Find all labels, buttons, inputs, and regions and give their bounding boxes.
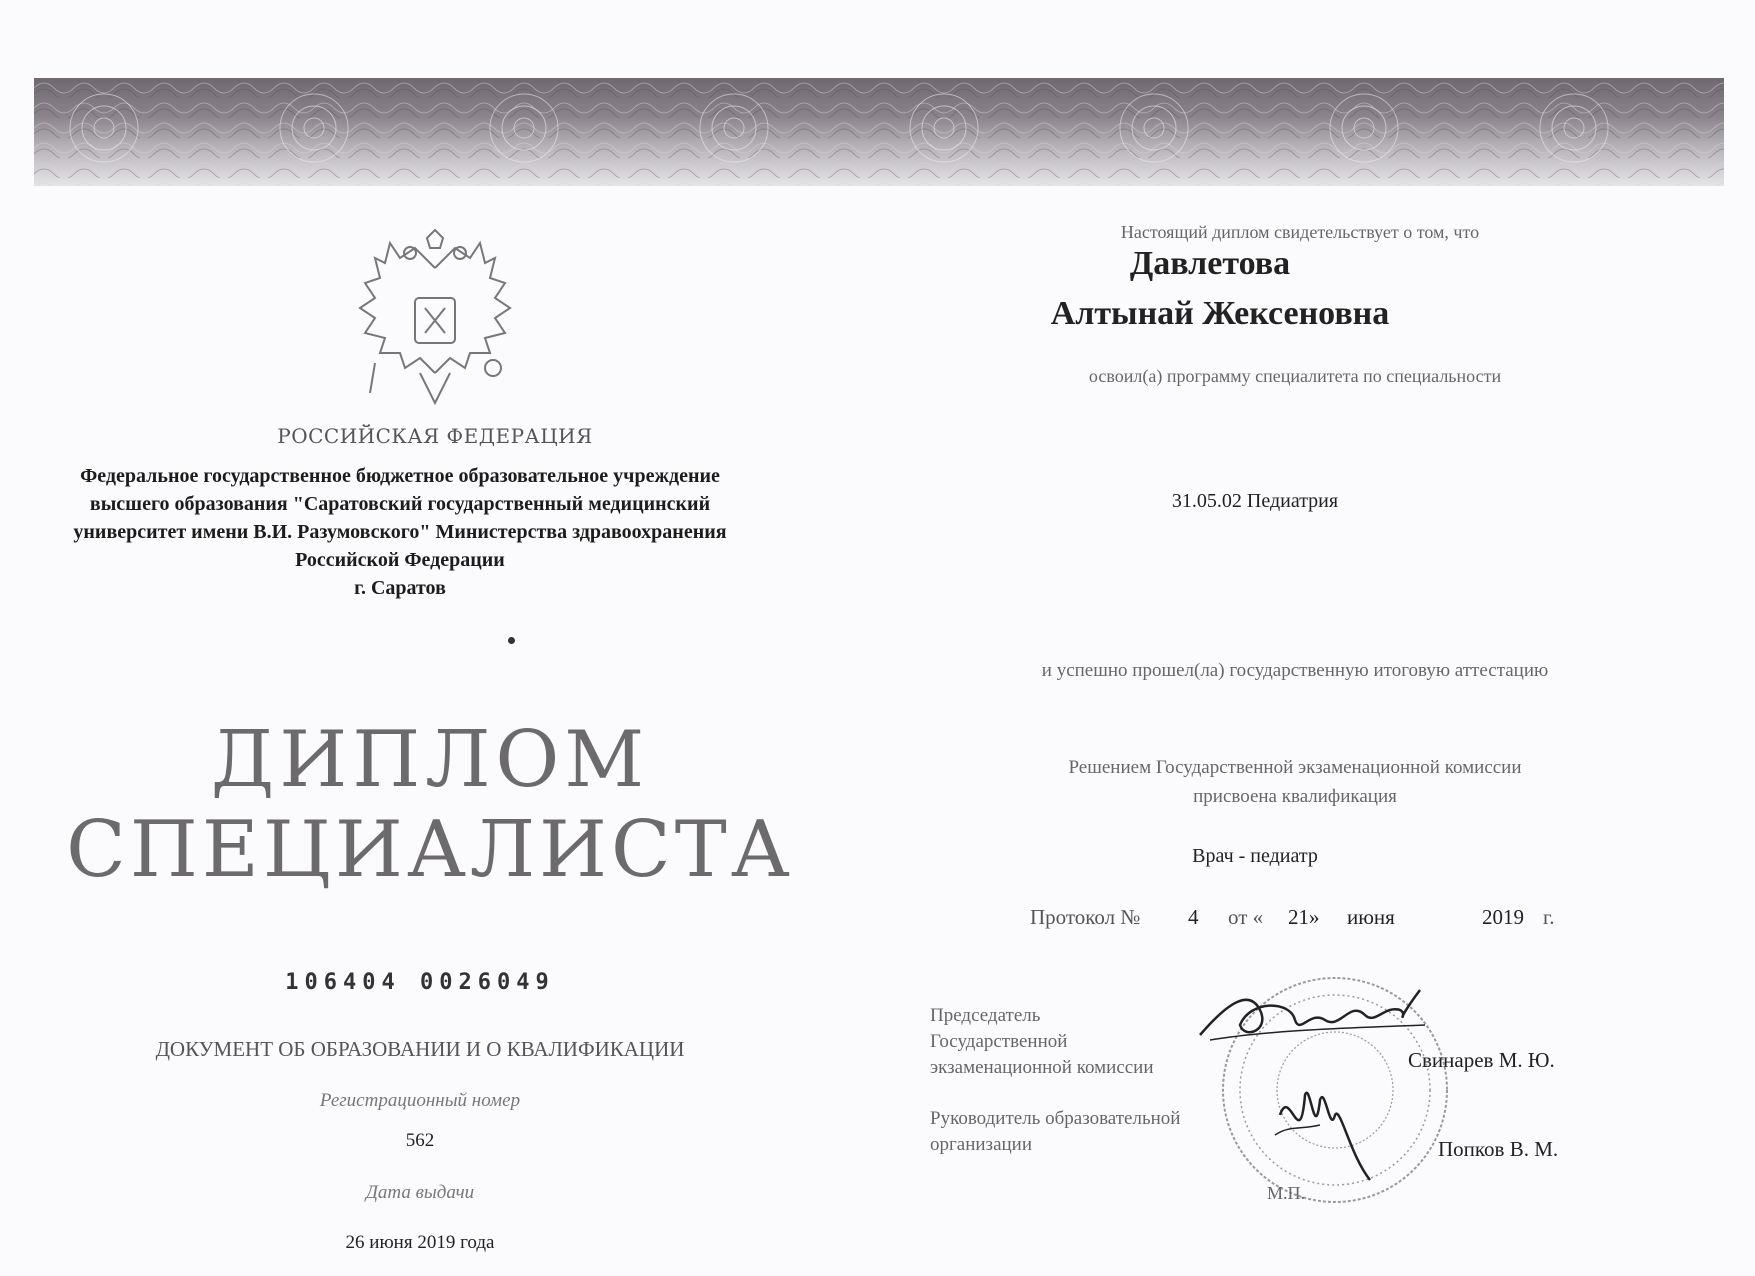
institution-line: высшего образования "Саратовский государственный медицинский (89, 493, 711, 515)
document-type: ДОКУМЕНТ ОБ ОБРАЗОВАНИИ И О КВАЛИФИКАЦИИ (155, 1037, 685, 1061)
guilloche-rosette-pattern (34, 78, 1724, 186)
protocol-number: 4 (1188, 905, 1199, 929)
protocol-month: июня (1347, 905, 1395, 929)
graduate-surname: Давлетова (1129, 245, 1291, 282)
diploma-title-line1: ДИПЛОМ (210, 715, 650, 805)
issue-date-label: Дата выдачи (365, 1182, 475, 1203)
chair-label (930, 1003, 1154, 1081)
double-headed-eagle-coat-of-arms-icon (345, 228, 525, 413)
institution-line: университет имени В.И. Разумовского" Министерства здравоохранения (73, 521, 727, 543)
diploma-title-line2: СПЕЦИАЛИСТА (66, 805, 794, 895)
head-label-line: Руководитель образовательной (930, 1108, 1181, 1129)
issue-date: 26 июня 2019 года (345, 1232, 495, 1253)
specialty: 31.05.02 Педиатрия (1171, 490, 1339, 512)
chair-label-line: Государственной (930, 1031, 1068, 1052)
head-label (930, 1106, 1180, 1158)
stamp-mark: М.П. (1267, 1183, 1306, 1203)
qualification: Врач - педиатр (1192, 845, 1318, 867)
registration-number-label: Регистрационный номер (319, 1090, 521, 1111)
protocol-day: 21» (1288, 905, 1320, 929)
institution-line: Федеральное государственное бюджетное образовательное учреждение (80, 465, 720, 487)
chair-name: Свинарев М. Ю. (1408, 1048, 1555, 1072)
intro-text: Настоящий диплом свидетельствует о том, что (1120, 222, 1480, 242)
protocol-from: от « (1228, 905, 1264, 929)
chair-signature-icon (1190, 980, 1430, 1060)
head-label-line: организации (930, 1134, 1033, 1155)
graduate-given-names: Алтынай Жексеновна (1050, 295, 1390, 332)
decorative-dot (508, 637, 515, 644)
program-statement: освоил(а) программу специалитета по специальности (1088, 366, 1502, 386)
country-name: РОССИЙСКАЯ ФЕДЕРАЦИЯ (277, 424, 593, 448)
registration-number: 562 (405, 1130, 435, 1151)
guilloche-header-band (34, 78, 1724, 186)
commission-decision-line1: Решением Государственной экзаменационной комиссии (1068, 757, 1522, 778)
institution-line: г. Саратов (354, 577, 446, 599)
chair-label-line: экзаменационной комиссии (930, 1057, 1154, 1078)
head-name: Попков В. М. (1438, 1137, 1559, 1161)
protocol-year: 2019 (1482, 905, 1524, 929)
institution-name (30, 462, 770, 602)
head-signature-icon (1260, 1075, 1380, 1185)
institution-line: Российской Федерации (295, 549, 505, 571)
commission-decision-line2: присвоена квалификация (1193, 786, 1397, 807)
protocol-label: Протокол № (1030, 905, 1141, 929)
attestation-statement: и успешно прошел(ла) государственную итоговую аттестацию (1041, 660, 1549, 681)
serial-number: 106404 0026049 (285, 970, 555, 995)
protocol-year-suffix: г. (1543, 905, 1555, 929)
chair-label-line: Председатель (930, 1005, 1041, 1026)
